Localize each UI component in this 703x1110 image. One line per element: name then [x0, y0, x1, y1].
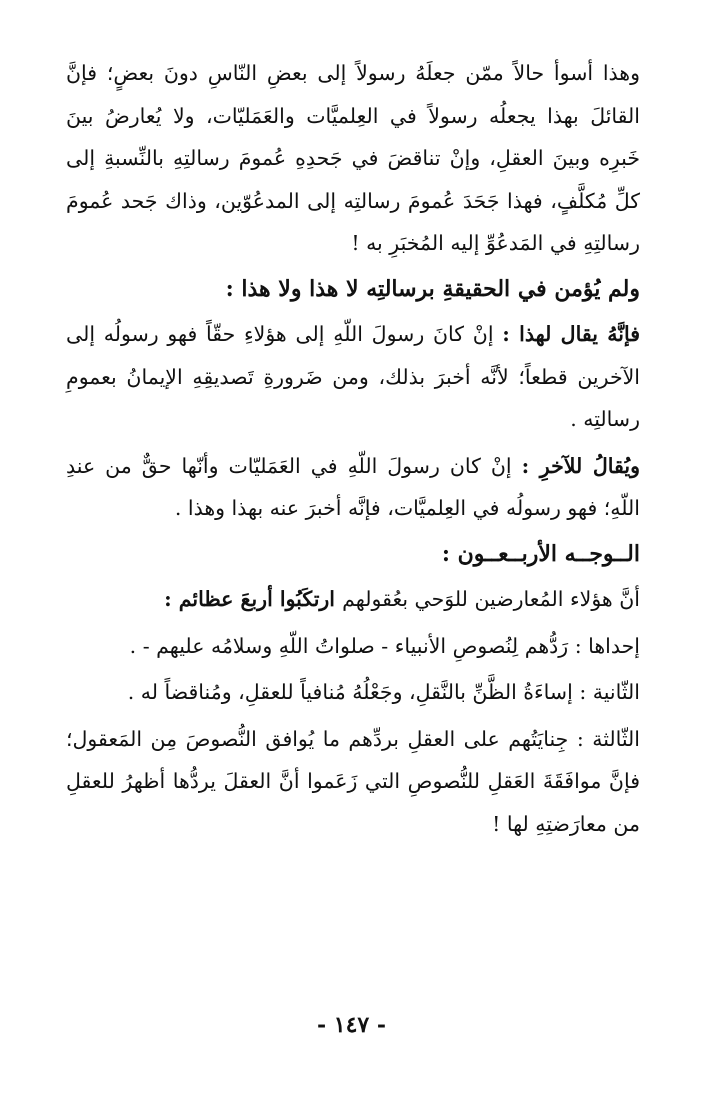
paragraph-2-text: ولم يُؤمن في الحقيقةِ برسالتِه لا هذا ولا هذا : [225, 275, 640, 302]
paragraph-5-lead: أنَّ هؤلاء المُعارضين للوَحي بعُقولهم [342, 586, 640, 611]
paragraph-5-text: ارتكَبُوا أربعَ عظائم : [164, 586, 343, 611]
paragraph-3 [66, 313, 640, 441]
paragraph-4-lead: ويُقالُ للآخرِ : [521, 453, 640, 478]
paragraph-4 [66, 445, 640, 530]
paragraph-1 [66, 52, 640, 265]
paragraph-8-text: الثّالثة : جِنايَتُهم على العقلِ بردِّهم ما يُوافق النُّصوصَ مِن المَعقول؛ فإنَّ موافَقَةَ العَقلِ للنُّصوصِ التي زَعَموا أنَّ العقلَ يردُّها أظهرُ للعقلِ من معارَضتِهِ لها ! [66, 726, 640, 836]
paragraph-6 [66, 625, 640, 668]
paragraph-7-text: الثّانية : إساءَةُ الظَّنِّ بالنَّقلِ، وجَعْلُهُ مُنافياً للعقلِ، ومُناقضاً له . [127, 680, 640, 705]
paragraph-3-text: إنْ كانَ رسولَ اللّهِ إلى هؤلاءِ حقّاً فهو رسولُه إلى الآخرين قطعاً؛ لأنَّه أخبرَ بذلك، ومن ضَرورةِ تَصديقِهِ الإيمانُ بعمومِ رسالتِه . [66, 321, 640, 432]
paragraph-3-lead: فإنَّهُ يقال لهذا : [502, 321, 640, 346]
section-heading [66, 530, 640, 578]
section-heading-text: الــوجــه الأربــعــون : [441, 540, 640, 567]
paragraph-4-text: إنْ كان رسولَ اللّهِ في العَمَليّات وأنّها حقٌّ من عندِ اللّهِ؛ فهو رسولُه في العِلميَّات، فإنَّه أخبرَ عنه بهذا وهذا . [66, 453, 640, 521]
page-number: - ١٤٧ - [316, 1012, 387, 1038]
paragraph-5 [66, 578, 640, 621]
page-body [66, 52, 640, 846]
paragraph-8 [66, 718, 640, 846]
paragraph-7 [66, 671, 640, 714]
paragraph-1-text: وهذا أسوأ حالاً ممّن جعلَهُ رسولاً إلى بعضِ النّاسِ دونَ بعضٍ؛ فإنَّ القائلَ بهذا يجعلُه رسولاً في العِلميَّات والعَمَليّات، ولا يُعارضُ بينَ خَبرِه وبينَ العقلِ، وإنْ تناقضَ في جَحدِهِ عُمومَ رسالتِهِ بالنِّسبةِ إلى كلِّ مُكلَّفٍ، فهذا جَحَدَ عُمومَ رسالتِه إلى المدعُوّين، وذاك جَحد عُمومَ رسالتِهِ في المَدعُوِّ إليه المُخبَرِ به ! [66, 61, 640, 256]
paragraph-2 [66, 265, 640, 313]
paragraph-6-text: إحداها : رَدُّهم لِنُصوصِ الأنبياء - صلواتُ اللّهِ وسلامُه عليهم - . [129, 633, 640, 658]
